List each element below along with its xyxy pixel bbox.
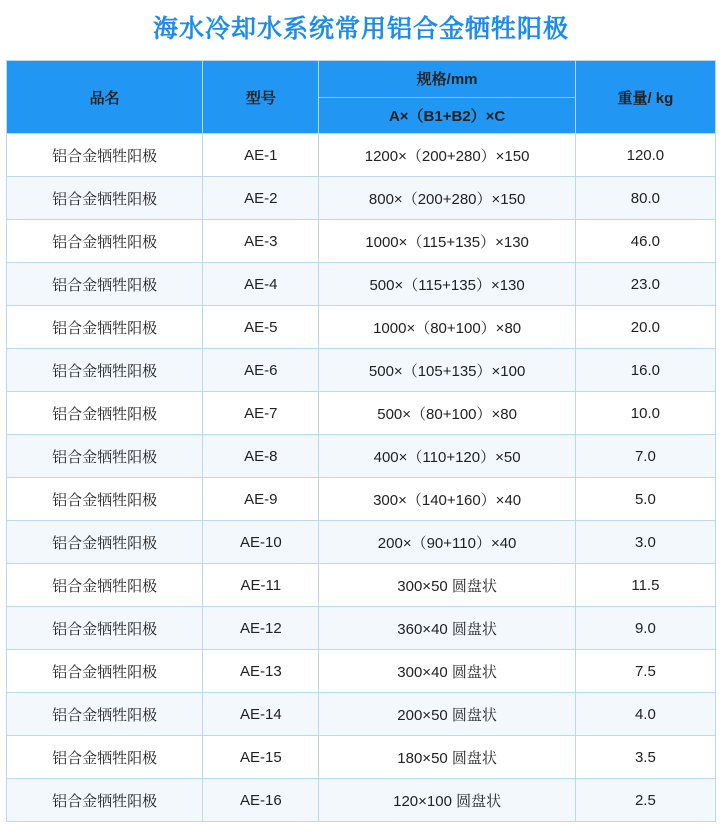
cell-model: AE-16 xyxy=(203,779,319,822)
cell-name: 铝合金牺牲阳极 xyxy=(7,177,203,220)
cell-spec: 300×50 圆盘状 xyxy=(319,564,575,607)
column-header-spec-sub: A×（B1+B2）×C xyxy=(388,107,506,125)
cell-spec: 180×50 圆盘状 xyxy=(319,736,575,779)
cell-name: 铝合金牺牲阳极 xyxy=(7,650,203,693)
table-header-row xyxy=(7,61,716,134)
cell-weight: 9.0 xyxy=(575,607,715,650)
cell-spec: 800×（200+280）×150 xyxy=(319,177,575,220)
cell-weight: 3.5 xyxy=(575,736,715,779)
cell-weight: 23.0 xyxy=(575,263,715,306)
column-header-name-text: 品名 xyxy=(89,89,120,107)
table-row xyxy=(7,134,716,177)
cell-weight: 3.0 xyxy=(575,521,715,564)
cell-model: AE-9 xyxy=(203,478,319,521)
cell-name: 铝合金牺牲阳极 xyxy=(7,521,203,564)
table-row xyxy=(7,263,716,306)
cell-name: 铝合金牺牲阳极 xyxy=(7,435,203,478)
cell-name: 铝合金牺牲阳极 xyxy=(7,779,203,822)
cell-spec: 200×（90+110）×40 xyxy=(319,521,575,564)
cell-model: AE-5 xyxy=(203,306,319,349)
cell-weight: 20.0 xyxy=(575,306,715,349)
cell-weight: 4.0 xyxy=(575,693,715,736)
cell-spec: 120×100 圆盘状 xyxy=(319,779,575,822)
cell-model: AE-6 xyxy=(203,349,319,392)
column-header-spec-main: 规格/mm xyxy=(319,61,574,98)
cell-name: 铝合金牺牲阳极 xyxy=(7,349,203,392)
table-row xyxy=(7,650,716,693)
cell-spec: 400×（110+120）×50 xyxy=(319,435,575,478)
cell-spec: 1000×（115+135）×130 xyxy=(319,220,575,263)
cell-model: AE-11 xyxy=(203,564,319,607)
table-row xyxy=(7,693,716,736)
cell-name: 铝合金牺牲阳极 xyxy=(7,564,203,607)
cell-weight: 5.0 xyxy=(575,478,715,521)
cell-model: AE-13 xyxy=(203,650,319,693)
cell-spec: 300×40 圆盘状 xyxy=(319,650,575,693)
cell-name: 铝合金牺牲阳极 xyxy=(7,220,203,263)
cell-weight: 7.5 xyxy=(575,650,715,693)
cell-model: AE-14 xyxy=(203,693,319,736)
specification-table xyxy=(6,60,716,822)
table-row xyxy=(7,478,716,521)
table-row xyxy=(7,564,716,607)
cell-weight: 7.0 xyxy=(575,435,715,478)
page-title: 海水冷却水系统常用铝合金牺牲阳极 xyxy=(152,15,569,43)
cell-name: 铝合金牺牲阳极 xyxy=(7,263,203,306)
cell-spec: 200×50 圆盘状 xyxy=(319,693,575,736)
cell-model: AE-8 xyxy=(203,435,319,478)
table-row xyxy=(7,349,716,392)
cell-weight: 80.0 xyxy=(575,177,715,220)
table-body xyxy=(7,134,716,822)
cell-model: AE-4 xyxy=(203,263,319,306)
cell-model: AE-12 xyxy=(203,607,319,650)
cell-spec: 360×40 圆盘状 xyxy=(319,607,575,650)
table-row xyxy=(7,521,716,564)
cell-spec: 1200×（200+280）×150 xyxy=(319,134,575,177)
cell-name: 铝合金牺牲阳极 xyxy=(7,736,203,779)
table-row xyxy=(7,607,716,650)
table-row xyxy=(7,306,716,349)
cell-model: AE-1 xyxy=(203,134,319,177)
cell-name: 铝合金牺牲阳极 xyxy=(7,134,203,177)
cell-model: AE-10 xyxy=(203,521,319,564)
column-header-model-text: 型号 xyxy=(245,89,276,107)
cell-weight: 10.0 xyxy=(575,392,715,435)
cell-spec: 500×（105+135）×100 xyxy=(319,349,575,392)
table-row xyxy=(7,392,716,435)
cell-spec: 500×（80+100）×80 xyxy=(319,392,575,435)
cell-name: 铝合金牺牲阳极 xyxy=(7,607,203,650)
table-row xyxy=(7,435,716,478)
cell-spec: 300×（140+160）×40 xyxy=(319,478,575,521)
column-header-name xyxy=(7,61,203,134)
cell-model: AE-7 xyxy=(203,392,319,435)
cell-weight: 2.5 xyxy=(575,779,715,822)
cell-model: AE-3 xyxy=(203,220,319,263)
cell-model: AE-15 xyxy=(203,736,319,779)
cell-model: AE-2 xyxy=(203,177,319,220)
column-header-weight-text: 重量/ kg xyxy=(617,89,674,107)
column-header-spec xyxy=(319,61,575,134)
cell-name: 铝合金牺牲阳极 xyxy=(7,392,203,435)
table-row xyxy=(7,736,716,779)
cell-weight: 11.5 xyxy=(575,564,715,607)
column-header-weight xyxy=(575,61,715,134)
cell-spec: 500×（115+135）×130 xyxy=(319,263,575,306)
table-row xyxy=(7,779,716,822)
column-header-spec-stack xyxy=(319,61,574,133)
table-header xyxy=(7,61,716,134)
cell-spec: 1000×（80+100）×80 xyxy=(319,306,575,349)
cell-weight: 16.0 xyxy=(575,349,715,392)
cell-name: 铝合金牺牲阳极 xyxy=(7,478,203,521)
column-header-model xyxy=(203,61,319,134)
cell-weight: 120.0 xyxy=(575,134,715,177)
table-row xyxy=(7,177,716,220)
cell-weight: 46.0 xyxy=(575,220,715,263)
table-row xyxy=(7,220,716,263)
cell-name: 铝合金牺牲阳极 xyxy=(7,306,203,349)
cell-name: 铝合金牺牲阳极 xyxy=(7,693,203,736)
